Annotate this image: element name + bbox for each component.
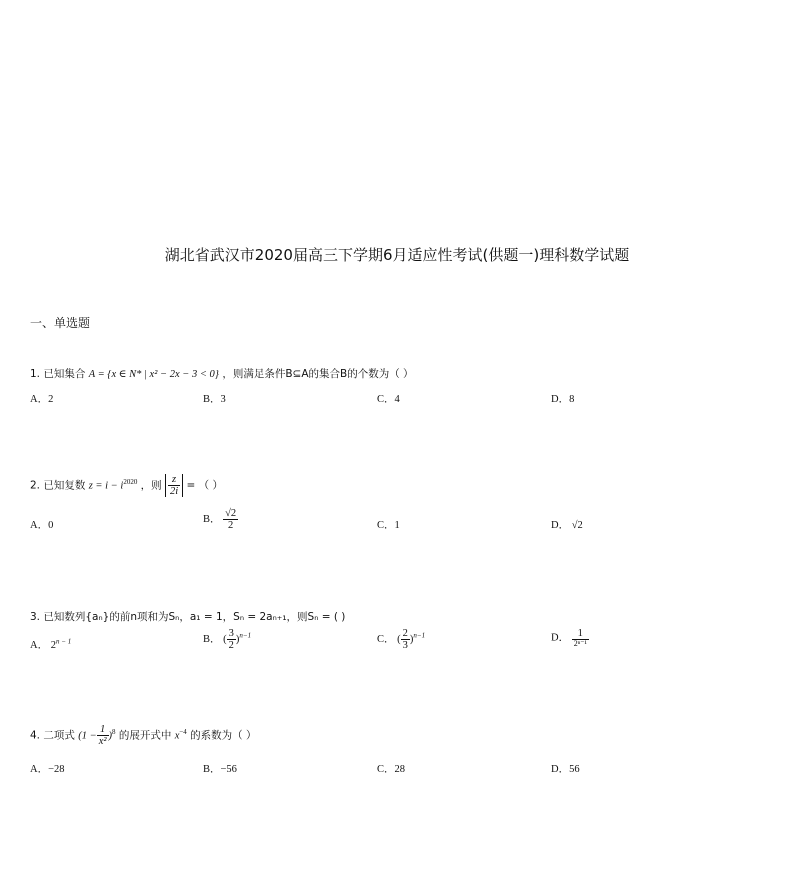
question-text-post: ，则满足条件B⊆A的集合B的个数为（ ） [222, 368, 414, 380]
fraction [572, 628, 589, 648]
fraction [223, 508, 238, 531]
question-number: 4. [30, 729, 41, 742]
option-c: C．1 [377, 520, 400, 531]
document-title: 湖北省武汉市2020届高三下学期6月适应性考试(供题一)理科数学试题 [164, 246, 630, 264]
fraction-denominator: 3 [402, 640, 408, 652]
option-b: B． ( $\frac{3}{2}$ )$^{n-1}$ [203, 628, 252, 652]
term-exponent: −4 [179, 728, 187, 737]
option-b: B．−56 [203, 764, 237, 775]
option-exponent: n − 1 [55, 637, 72, 646]
fraction-denominator: x² [98, 736, 107, 748]
option-label: D． [551, 520, 570, 531]
option-d: D．56 [551, 764, 580, 775]
fraction [97, 724, 109, 747]
question-4 [30, 724, 257, 747]
question-text-post: = （ ） [186, 479, 223, 492]
option-c: C． ( $\frac{2}{3}$ )$^{n-1}$ [377, 628, 426, 652]
option-base: 2 [50, 640, 56, 651]
fraction-denominator: 2i [170, 486, 179, 498]
question-1 [30, 366, 414, 381]
fraction-numerator: 1 [97, 724, 109, 736]
question-text: 已知数列{aₙ}的前n项和为Sₙ，a₁ = 1，Sₙ = 2aₙ₊₁，则Sₙ = ( ) [43, 611, 346, 623]
question-text-post: 的系数为（ ） [190, 729, 257, 742]
option-d [551, 517, 583, 532]
fraction [227, 628, 236, 651]
question-exponent: 2020 [123, 478, 138, 487]
option-value: √2 [571, 520, 583, 531]
question-2 [30, 474, 223, 497]
question-math: z = i − i [88, 480, 124, 492]
section-heading: 一、单选题 [30, 316, 91, 330]
binomial-lead: (1 − [78, 730, 97, 742]
question-text-pre: 已知集合 [43, 368, 86, 380]
option-label: D． [551, 632, 570, 644]
term-variable: x [174, 730, 180, 742]
option-c: C．28 [377, 764, 406, 775]
option-d: D．8 [551, 394, 575, 405]
fraction-denominator: 2ⁿ⁻¹ [573, 639, 587, 649]
option-label: A． [30, 640, 49, 651]
fraction-numerator: 2 [402, 628, 408, 639]
option-a [30, 637, 71, 652]
option-label: C． [377, 633, 395, 645]
fraction-numerator: 1 [572, 628, 589, 640]
question-text-mid: ，则 [140, 479, 162, 492]
fraction-numerator: √2 [225, 508, 237, 519]
question-text-pre: 二项式 [43, 729, 75, 742]
question-3 [30, 609, 345, 624]
option-a: A．2 [30, 394, 54, 405]
fraction [401, 628, 410, 651]
binomial-close: ) [108, 730, 112, 742]
binomial-exponent: 8 [112, 728, 116, 737]
question-text-pre: 已知复数 [43, 479, 86, 492]
option-b: B．3 [203, 394, 226, 405]
question-number: 1. [30, 368, 41, 380]
option-exponent: n−1 [239, 631, 252, 640]
fraction-numerator: 3 [228, 628, 234, 639]
question-text-mid: 的展开式中 [118, 729, 172, 742]
fraction-denominator: 2 [228, 520, 234, 532]
question-number: 2. [30, 479, 41, 492]
question-number: 3. [30, 611, 41, 623]
absolute-value [165, 474, 183, 497]
fraction-numerator: z [168, 474, 180, 486]
option-a: A．−28 [30, 764, 65, 775]
option-exponent: n−1 [413, 631, 426, 640]
fraction-denominator: 2 [228, 640, 234, 652]
option-b [203, 508, 238, 531]
option-d [551, 628, 589, 648]
fraction [168, 474, 180, 497]
option-label: B． [203, 513, 221, 525]
option-label: B． [203, 633, 221, 645]
option-c: C．4 [377, 394, 400, 405]
option-a: A．0 [30, 520, 54, 531]
question-math: A = {x ∈ N* | x² − 2x − 3 < 0} [88, 369, 219, 380]
